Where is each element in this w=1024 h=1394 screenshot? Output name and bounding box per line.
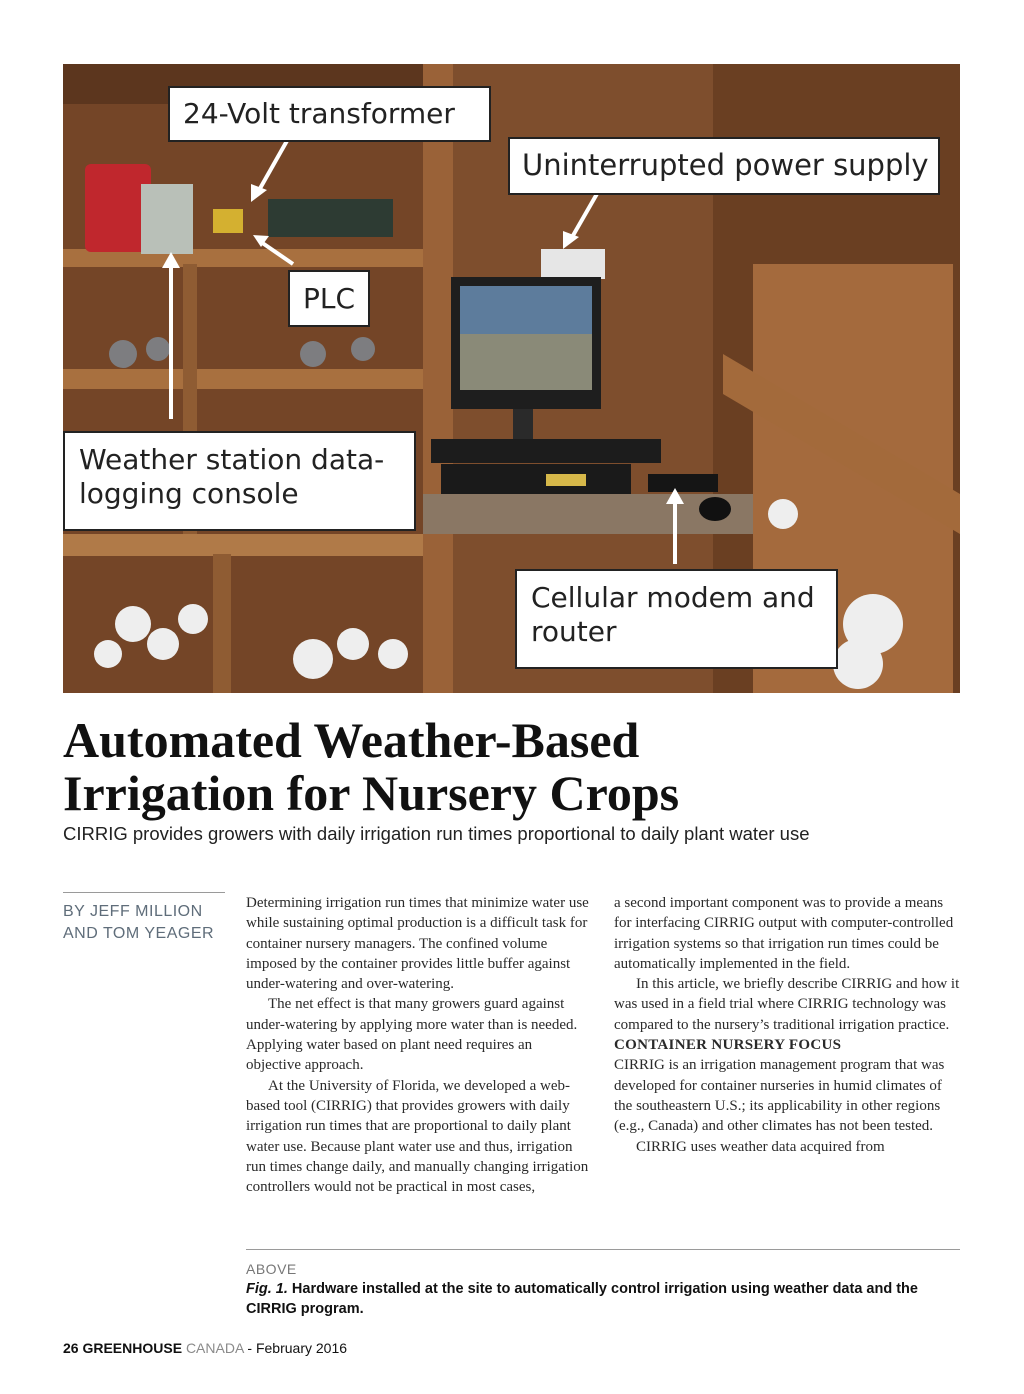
figure-caption — [246, 1280, 960, 1319]
paragraph: CIRRIG is an irrigation management program that was developed for container nurseries in humid climates of the southeastern U.S.; its applicability in other regions (e.g., Canada) and other climates has not been tested. — [614, 1057, 945, 1135]
paragraph: Determining irrigation run times that minimize water use while sustaining optimal production is a difficult task for container nursery managers. The confined volume imposed by the container provides little buffer against under-watering and over-watering. — [246, 895, 589, 993]
paragraph: CIRRIG uses weather data acquired from — [636, 1138, 885, 1155]
issue-date: - February 2016 — [243, 1340, 348, 1356]
callout-ups-text: Uninterrupted power supply — [522, 148, 929, 182]
callout-transformer — [168, 86, 491, 142]
caption-label: ABOVE — [246, 1261, 297, 1277]
caption-text: Hardware installed at the site to automatically control irrigation using weather data and the CIRRIG program. — [246, 1281, 918, 1317]
callout-weather-line2: logging console — [79, 477, 299, 511]
callout-weather-line1: Weather station data- — [79, 443, 385, 476]
body-column-2 — [614, 893, 960, 1157]
callout-modem-line1: Cellular modem and — [531, 581, 815, 614]
byline — [63, 901, 233, 945]
publication-name-light: CANADA — [185, 1340, 244, 1356]
callout-transformer-text: 24-Volt transformer — [183, 97, 455, 130]
publication-name: GREENHOUSE — [82, 1340, 183, 1356]
callout-modem-line2: router — [531, 615, 617, 649]
paragraph: At the University of Florida, we developed a web-based tool (CIRRIG) that provides growers with daily irrigation run times that are proportional to daily plant water use. Because plant water use and thus, irrigation run times change daily, and manually changing irrigation controllers would not be practical in most cases, — [246, 1077, 589, 1196]
byline-divider — [63, 892, 225, 893]
callout-weather-console — [63, 431, 416, 531]
body-column-1 — [246, 893, 590, 1197]
byline-line2: AND TOM YEAGER — [63, 925, 215, 942]
byline-line1: BY JEFF MILLION — [63, 903, 203, 920]
section-heading: CONTAINER NURSERY FOCUS — [614, 1037, 842, 1054]
article-title — [63, 714, 963, 820]
callout-ups — [508, 137, 940, 195]
hardware-photo — [63, 64, 960, 693]
article-subtitle: CIRRIG provides growers with daily irrigation run times proportional to daily plant water use — [63, 823, 810, 844]
callout-modem — [515, 569, 838, 669]
page-footer — [63, 1340, 347, 1356]
figure-reference: Fig. 1. — [246, 1281, 288, 1297]
paragraph: The net effect is that many growers guard against under-watering by applying more water than is needed. Applying water based on plant need requires an objective approach. — [246, 996, 578, 1074]
paragraph: In this article, we briefly describe CIRRIG and how it was used in a field trial where CIRRIG technology was compared to the nursery’s traditional irrigation practice. — [614, 976, 960, 1033]
callout-plc-text: PLC — [303, 282, 356, 315]
article-title-line1: Automated Weather-Based — [63, 712, 640, 768]
caption-divider — [246, 1249, 960, 1250]
callout-plc — [288, 270, 370, 327]
article-title-line2: Irrigation for Nursery Crops — [63, 765, 680, 821]
paragraph: a second important component was to provide a means for interfacing CIRRIG output with computer-controlled irrigation systems so that irrigation run times could be automatically implemented in the field. — [614, 895, 954, 972]
page-number: 26 — [63, 1340, 79, 1356]
